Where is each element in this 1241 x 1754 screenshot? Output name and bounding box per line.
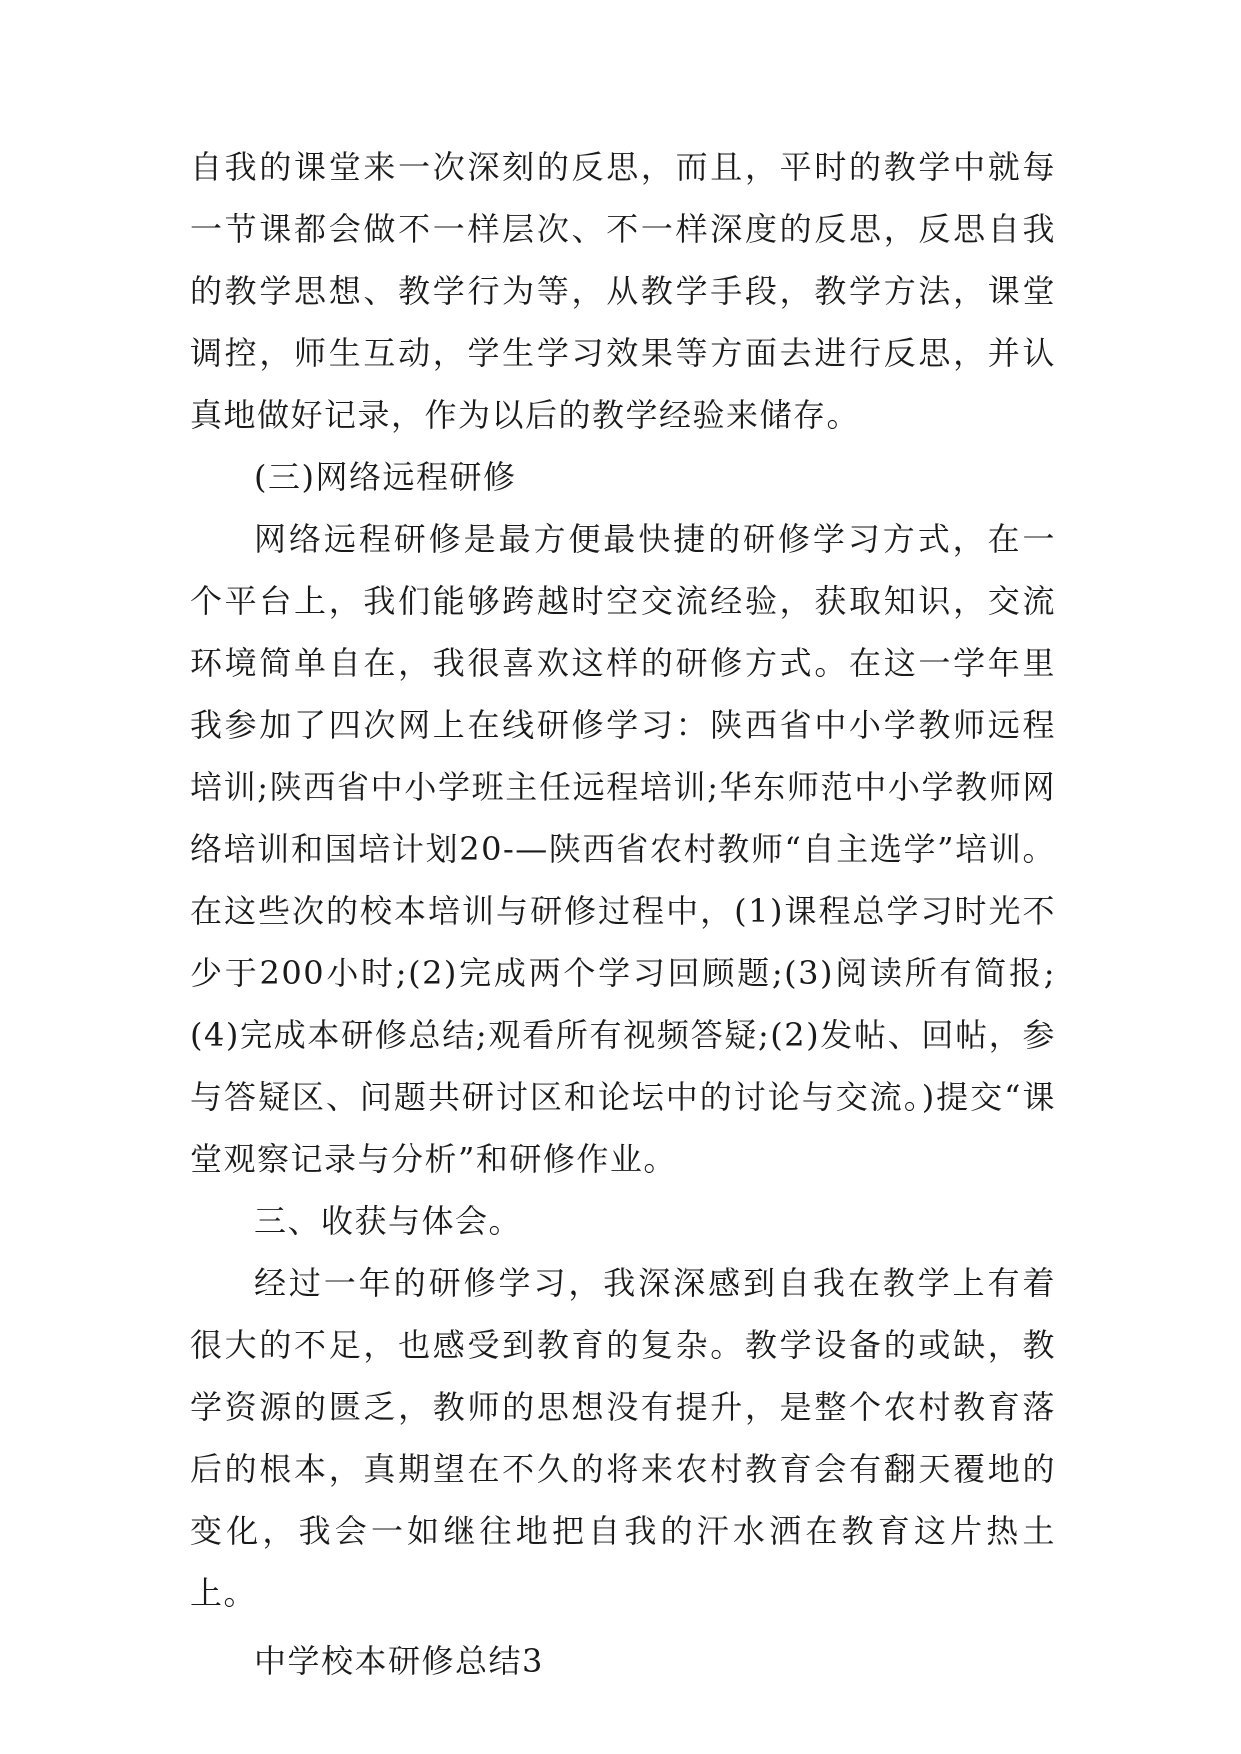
paragraph-online-training: 网络远程研修是最方便最快捷的研修学习方式，在一个平台上，我们能够跨越时空交流经验，获取知识，交流环境简单自在，我很喜欢这样的研修方式。在这一学年里我参加了四次网上在线研修学习：陕西省中小学教师远程培训;陕西省中小学班主任远程培训;华东师范中小学教师网络培训和国培计划20-—陕西省农村教师“自主选学”培训。在这些次的校本培训与研修过程中，(1)课程总学习时光不少于200小时;(2)完成两个学习回顾题;(3)阅读所有简报;(4)完成本研修总结;观看所有视频答疑;(2)发帖、回帖，参与答疑区、问题共研讨区和论坛中的讨论与交流。)提交“课堂观察记录与分析”和研修作业。: [190, 520, 1056, 1178]
next-section-title: 中学校本研修总结3: [254, 1642, 544, 1680]
section-heading-online-training: (三)网络远程研修: [254, 458, 517, 496]
paragraph-continuation: 自我的课堂来一次深刻的反思，而且，平时的教学中就每一节课都会做不一样层次、不一样深度的反思，反思自我的教学思想、教学行为等，从教学手段，教学方法，课堂调控，师生互动，学生学习效果等方面去进行反思，并认真地做好记录，作为以后的教学经验来储存。: [190, 148, 1056, 434]
paragraph-gains: 经过一年的研修学习，我深深感到自我在教学上有着很大的不足，也感受到教育的复杂。教学设备的或缺，教学资源的匮乏，教师的思想没有提升，是整个农村教育落后的根本，真期望在不久的将来农村教育会有翻天覆地的变化，我会一如继往地把自我的汗水洒在教育这片热土上。: [190, 1264, 1056, 1612]
document-body: [190, 136, 1056, 1692]
section-heading-gains: 三、收获与体会。: [254, 1202, 523, 1240]
